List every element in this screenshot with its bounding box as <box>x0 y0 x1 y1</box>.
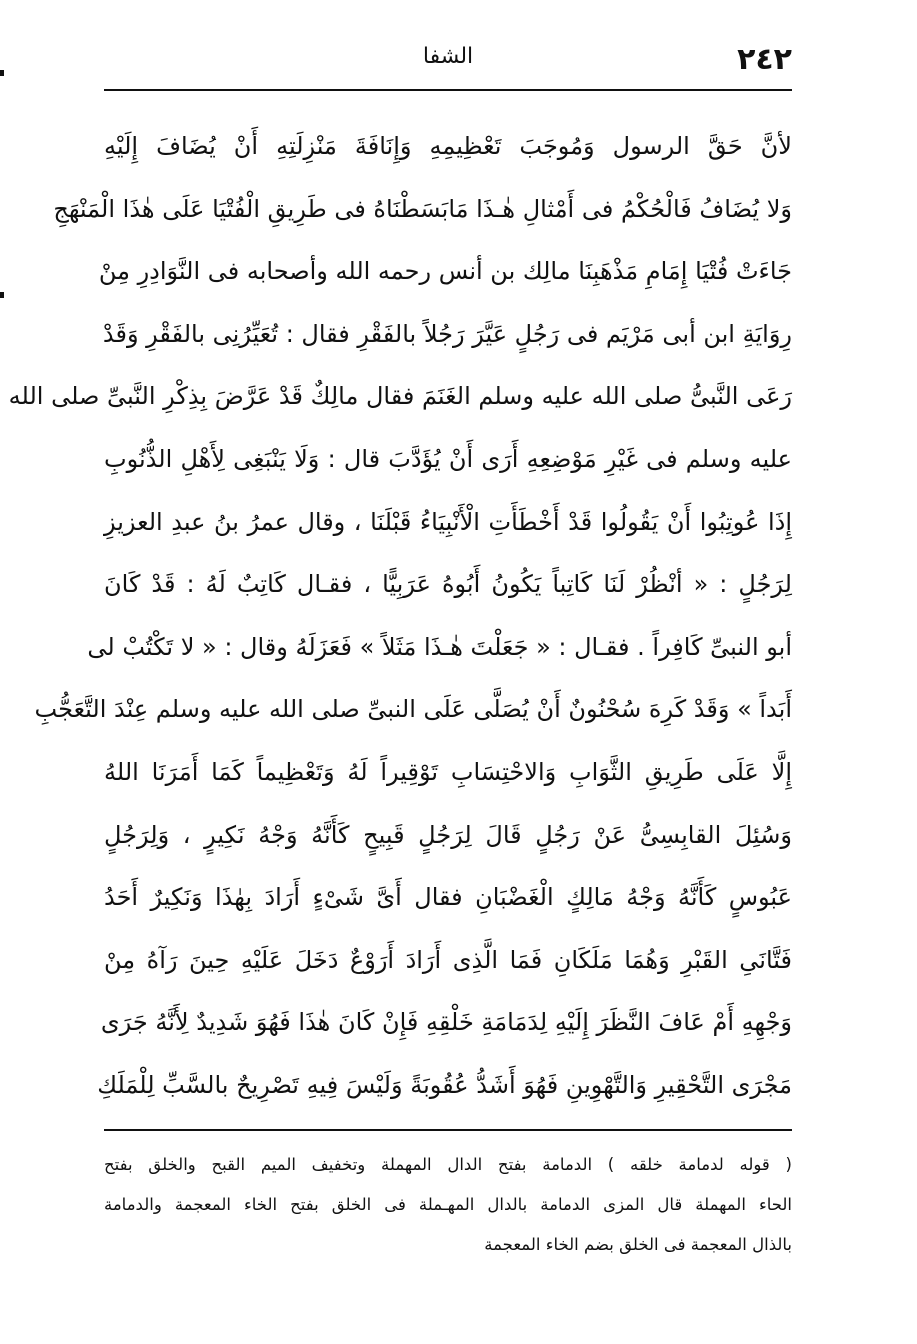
text-line: جَاءَتْ فُتْيَا إِمَامِ مَذْهَبِنَا مالِك بن أنس رحمه الله وأصحابه فى النَّوَادِرِ مِنْ <box>98 257 792 286</box>
text-line: أَبَداً » وَقَدْ كَرِهَ سُحْنُونٌ أَنْ يُصَلَّى عَلَى النبىِّ صلى الله عليه وسلم عِنْدَ التَّعَجُّبِ <box>34 695 792 724</box>
scan-speck <box>0 292 4 298</box>
footnote-block <box>104 1145 792 1265</box>
footnote-line: بالذال المعجمة فى الخلق بضم الخاء المعجمة <box>484 1235 792 1254</box>
page-header <box>104 38 792 86</box>
text-line: وَجْهِهِ أَمْ عَافَ النَّظَرَ إِلَيْهِ لِدَمَامَةِ خَلْقِهِ فَإِنْ كَانَ هٰذَا فَهُوَ شَدِيدٌ لِأَنَّهُ جَرَى <box>100 1008 792 1037</box>
main-text <box>8 115 792 1117</box>
page-number: ٢٤٢ <box>737 42 792 77</box>
text-line: عَبُوسٍ كَأَنَّهُ وَجْهُ مَالِكٍ الْغَضْبَانِ فقال أَىَّ شَىْءٍ أَرَادَ بِهٰذَا وَنَكِيرٌ أَحَدُ <box>104 883 792 912</box>
scan-speck <box>0 70 4 76</box>
text-line: إِذَا عُوتِبُوا أَنْ يَقُولُوا قَدْ أَخْطَأَتِ الْأَنْبِيَاءُ قَبْلَنَا ، وقال عمرُ بنُ عبدِ العزيزِ <box>104 507 792 536</box>
footnote-rule <box>104 1129 792 1131</box>
text-line: وَلا يُضَافُ فَالْحُكْمُ فى أَمْثالِ هٰـذَا مَابَسَطْنَاهُ فى طَرِيقِ الْفُتْيَا عَلَى هٰذَا الْمَنْهَجِ <box>53 194 792 223</box>
footnote-line: الحاء المهملة قال المزى الدمامة بالدال المهـملة فى الخلق بفتح الخاء المعجمة والدمامة <box>104 1195 792 1214</box>
text-line: إِلَّا عَلَى طَرِيقِ الثَّوَابِ وَالاحْتِسَابِ تَوْقِيراً لَهُ وَتَعْظِيماً كَمَا أَمَرَنَا اللهُ <box>104 757 792 786</box>
text-line: رَعَى النَّبىُّ صلى الله عليه وسلم الغَنَمَ فقال مالِكٌ قَدْ عَرَّضَ بِذِكْرِ النَّبىِّ صلى الله <box>8 382 792 411</box>
text-line: فَتَّانَىِ القَبْرِ وَهُمَا مَلَكَانِ فَمَا الَّذِى أَرَادَ أَرَوْعٌ دَخَلَ عَلَيْهِ حِينَ رَآهُ مِنْ <box>104 945 792 974</box>
running-title: الشفا <box>422 44 474 69</box>
text-line: وَسُئِلَ القابِسِىُّ عَنْ رَجُلٍ قَالَ لِرَجُلٍ قَبِيحٍ كَأَنَّهُ وَجْهُ نَكِيرٍ ، وَلِرَجُلٍ <box>104 820 792 849</box>
text-line: لأنَّ حَقَّ الرسول وَمُوجَبَ تَعْظِيمِهِ وَإِنَافَةَ مَنْزِلَتِهِ أَنْ يُضَافَ إِلَيْهِ <box>104 132 792 160</box>
text-line: عليه وسلم فى غَيْرِ مَوْضِعِهِ أَرَى أَنْ يُؤَدَّبَ قال : وَلَا يَنْبَغِى لِأَهْلِ الذُّنُوبِ <box>104 444 792 473</box>
text-line: أبو النبىِّ كَافِراً . فقـال : « جَعَلْتَ هٰـذَا مَثَلاً » فَعَزَلَهُ وقال : « لا تَكْتُبْ لى <box>87 632 792 661</box>
footnote-line: ( قوله لدمامة خلقه ) الدمامة بفتح الدال المهملة وتخفيف الميم القبح والخلق بفتح <box>104 1155 792 1174</box>
text-line: رِوَايَةِ ابن أبى مَرْيَم فى رَجُلٍ عَيَّرَ رَجُلاً بالفَقْرِ فقال : تُعَيِّرُنِى بالفَقْرِ وَقَدْ <box>102 319 792 348</box>
text-line: لِرَجُلٍ : « أنْظُرْ لَنَا كَاتِباً يَكُونُ أَبُوهُ عَرَبِيًّا ، فقـال كَاتِبٌ لَهُ : قَدْ كَانَ <box>104 570 792 599</box>
text-line: مَجْرَى التَّحْقِيرِ وَالتَّهْوِينِ فَهُوَ أَشَدُّ عُقُوبَةً وَلَيْسَ فِيهِ تَصْرِيحٌ بالسَّبِّ لِلْمَلَكِ <box>97 1070 792 1099</box>
header-rule <box>104 89 792 91</box>
